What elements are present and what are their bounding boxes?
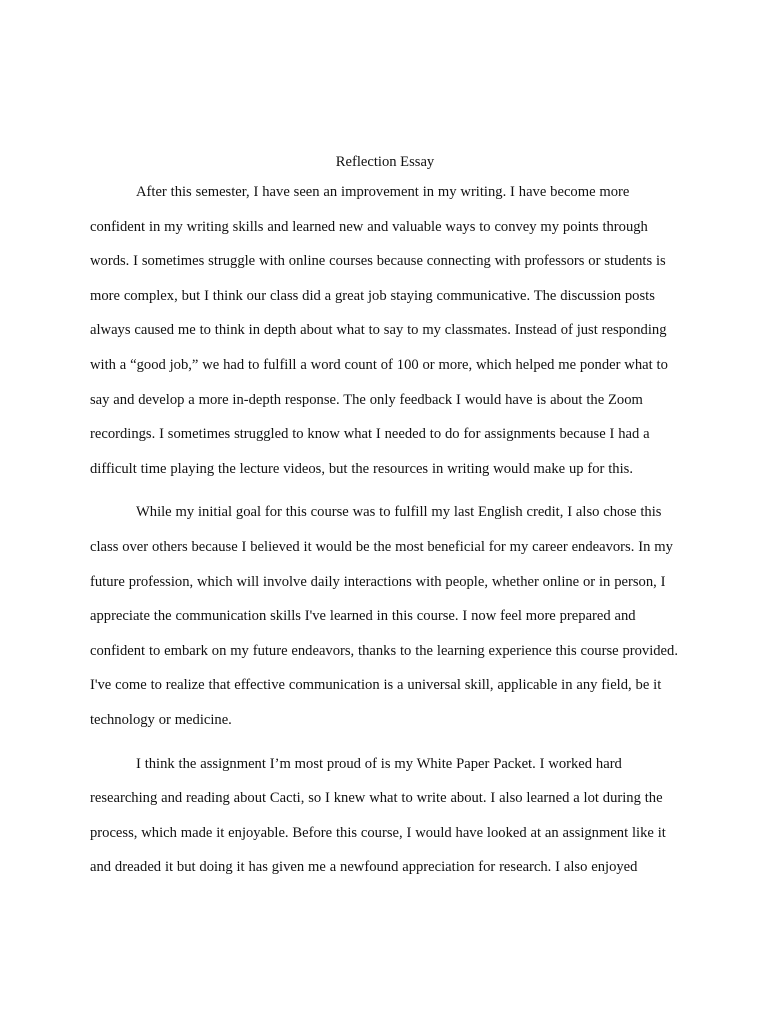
paragraph-1: After this semester, I have seen an improvement in my writing. I have become more confident in my writing skills and learned new and valuable ways to convey my points through words. I sometimes struggle with online courses because connecting with professors or students is more complex, but I think our class did a great job staying communicative. The discussion posts always caused me to think in depth about what to say to my classmates. Instead of just responding with a “good job,” we had to fulfill a word count of 100 or more, which helped me ponder what to say and develop a more in-depth response. The only feedback I would have is about the Zoom recordings. I sometimes struggled to know what I needed to do for assignments because I had a difficult time playing the lecture videos, but the resources in writing would make up for this. [90, 184, 668, 477]
document-title: Reflection Essay [335, 154, 435, 170]
paragraph-3: I think the assignment I’m most proud of is my White Paper Packet. I worked hard researching and reading about Cacti, so I knew what to write about. I also learned a lot during the process, which made it enjoyable. Before this course, I would have looked at an assignment like it and dreaded it but doing it has given me a newfound appreciation for research. I also enjoyed [90, 755, 666, 876]
document-body [90, 149, 680, 885]
paragraph-2: While my initial goal for this course was to fulfill my last English credit, I also chose this class over others because I believed it would be the most beneficial for my career endeavors. In my future profession, which will involve daily interactions with people, whether online or in person, I appreciate the communication skills I've learned in this course. I now feel more prepared and confident to embark on my future endeavors, thanks to the learning experience this course provided. I've come to realize that effective communication is a universal skill, applicable in any field, be it technology or medicine. [90, 504, 678, 728]
